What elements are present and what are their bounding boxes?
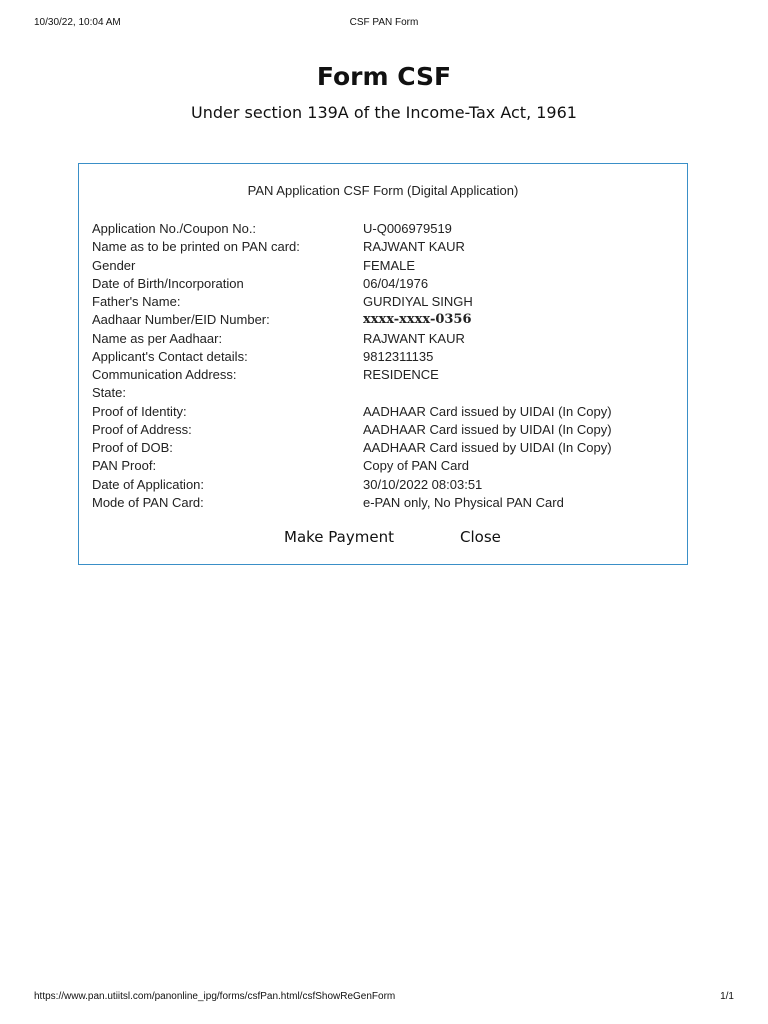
detail-value: RESIDENCE (363, 367, 439, 382)
print-footer (34, 991, 734, 1005)
detail-value: FEMALE (363, 257, 416, 273)
detail-row-proof-dob (92, 439, 677, 457)
detail-row-proof-address (92, 421, 677, 439)
detail-label: Proof of DOB: (92, 440, 173, 455)
detail-row-state (92, 384, 677, 402)
detail-row-father-name (92, 293, 677, 311)
detail-label: Application No./Coupon No.: (92, 221, 257, 236)
details-list (92, 220, 677, 512)
detail-value: RAJWANT KAUR (363, 239, 465, 255)
detail-label: Proof of Address: (92, 421, 192, 437)
detail-value: RAJWANT KAUR (363, 330, 465, 346)
detail-row-name-on-card (92, 238, 677, 256)
detail-label: Communication Address: (92, 367, 237, 382)
detail-label: State: (92, 385, 126, 401)
print-datetime: 10/30/22, 10:04 AM (34, 17, 121, 28)
detail-row-contact (92, 348, 677, 366)
form-title: Form CSF (316, 62, 452, 91)
detail-label: Name as to be printed on PAN card: (92, 239, 300, 255)
detail-row-application-date (92, 476, 677, 494)
detail-value: 9812311135 (363, 348, 434, 364)
detail-label: Aadhaar Number/EID Number: (92, 312, 270, 328)
make-payment-button[interactable]: Make Payment (284, 528, 394, 546)
print-header (34, 17, 734, 31)
detail-value: xxxx-xxxx-0356 (363, 312, 472, 328)
detail-value: 06/04/1976 (363, 275, 429, 291)
box-heading: PAN Application CSF Form (Digital Application) (247, 183, 519, 198)
detail-row-pan-mode (92, 494, 677, 512)
detail-label: Date of Birth/Incorporation (92, 275, 244, 291)
detail-value: Copy of PAN Card (363, 458, 469, 474)
detail-row-aadhaar (92, 311, 677, 329)
print-url: https://www.pan.utiitsl.com/panonline_ipg/forms/csfPan.html/csfShowReGenForm (34, 991, 396, 1002)
detail-row-communication-address (92, 366, 677, 384)
detail-row-proof-identity (92, 403, 677, 421)
detail-label: Applicant's Contact details: (92, 348, 248, 364)
application-details-box (78, 163, 688, 565)
close-button[interactable]: Close (460, 528, 501, 546)
detail-label: Gender (92, 257, 136, 273)
detail-value: U-Q006979519 (363, 221, 452, 236)
detail-label: PAN Proof: (92, 458, 157, 474)
detail-row-pan-proof (92, 457, 677, 475)
detail-row-application-no (92, 220, 677, 238)
detail-label: Mode of PAN Card: (92, 494, 204, 510)
detail-row-gender (92, 257, 677, 275)
detail-label: Father's Name: (92, 294, 181, 309)
print-doc-title: CSF PAN Form (349, 17, 419, 28)
detail-value: AADHAAR Card issued by UIDAI (In Copy) (363, 421, 612, 437)
detail-value: e-PAN only, No Physical PAN Card (363, 494, 564, 510)
detail-value: AADHAAR Card issued by UIDAI (In Copy) (363, 440, 612, 455)
form-subtitle: Under section 139A of the Income-Tax Act, 1961 (191, 103, 577, 122)
detail-label: Name as per Aadhaar: (92, 330, 223, 346)
form-actions (79, 528, 687, 550)
detail-label: Date of Application: (92, 476, 205, 492)
detail-label: Proof of Identity: (92, 403, 187, 419)
detail-row-aadhaar-name (92, 330, 677, 348)
detail-value: AADHAAR Card issued by UIDAI (In Copy) (363, 403, 612, 419)
detail-value: 30/10/2022 08:03:51 (363, 476, 483, 492)
detail-row-dob (92, 275, 677, 293)
detail-value: GURDIYAL SINGH (363, 294, 473, 309)
print-page-number: 1/1 (720, 991, 734, 1002)
